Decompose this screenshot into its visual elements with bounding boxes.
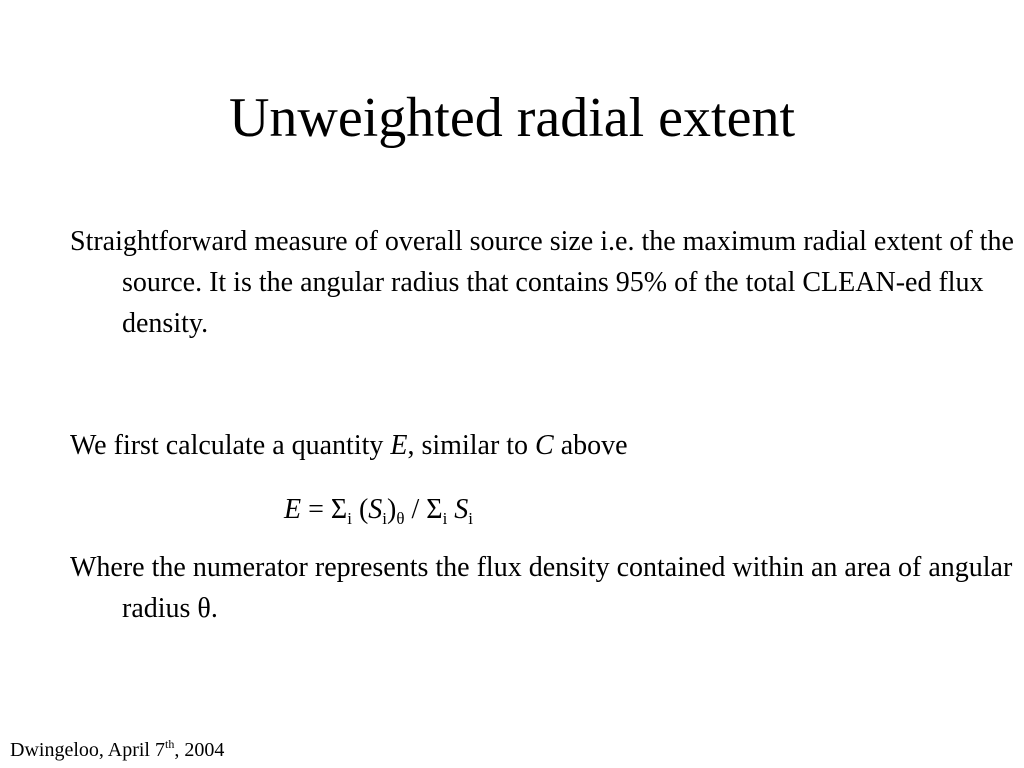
- formula-s: S: [454, 494, 469, 525]
- formula-close-paren: ): [387, 494, 397, 525]
- variable-e: E: [390, 430, 408, 461]
- formula-lhs: E: [284, 494, 302, 525]
- paragraph-quantity-e: [70, 425, 1022, 466]
- formula-sub-theta: θ: [396, 509, 405, 528]
- formula-divide: /: [404, 494, 427, 525]
- footer-year: , 2004: [174, 739, 225, 761]
- formula-sigma-denominator: Σ: [426, 494, 443, 525]
- formula-sub-i: i: [442, 509, 448, 528]
- formula-sub-i: i: [382, 509, 387, 528]
- paragraph-quantity-lead: We first calculate a quantity: [70, 430, 391, 461]
- formula-sub-i: i: [468, 509, 474, 528]
- formula-equals: =: [301, 494, 331, 525]
- formula-s: S: [368, 494, 383, 525]
- paragraph-quantity-tail: above: [553, 430, 628, 461]
- formula-sigma-numerator: Σ: [330, 494, 348, 525]
- slide-title: Unweighted radial extent: [228, 87, 795, 149]
- formula-e: [284, 489, 473, 530]
- formula-sub-i: i: [347, 509, 352, 528]
- footer-text: Dwingeloo, April 7: [10, 739, 165, 761]
- formula-open-paren: (: [351, 494, 369, 525]
- footer-superscript: th: [165, 737, 175, 751]
- paragraph-definition: Straightforward measure of overall source size i.e. the maximum radial extent of the source. It is the angular radius that contains 95% of the total CLEAN-ed flux density.: [70, 226, 1014, 339]
- paragraph-numerator: Where the numerator represents the flux density contained within an area of angular radius θ.: [70, 552, 1013, 624]
- footer-date: [10, 736, 224, 764]
- paragraph-quantity-mid: , similar to: [407, 430, 536, 461]
- variable-c: C: [535, 430, 554, 461]
